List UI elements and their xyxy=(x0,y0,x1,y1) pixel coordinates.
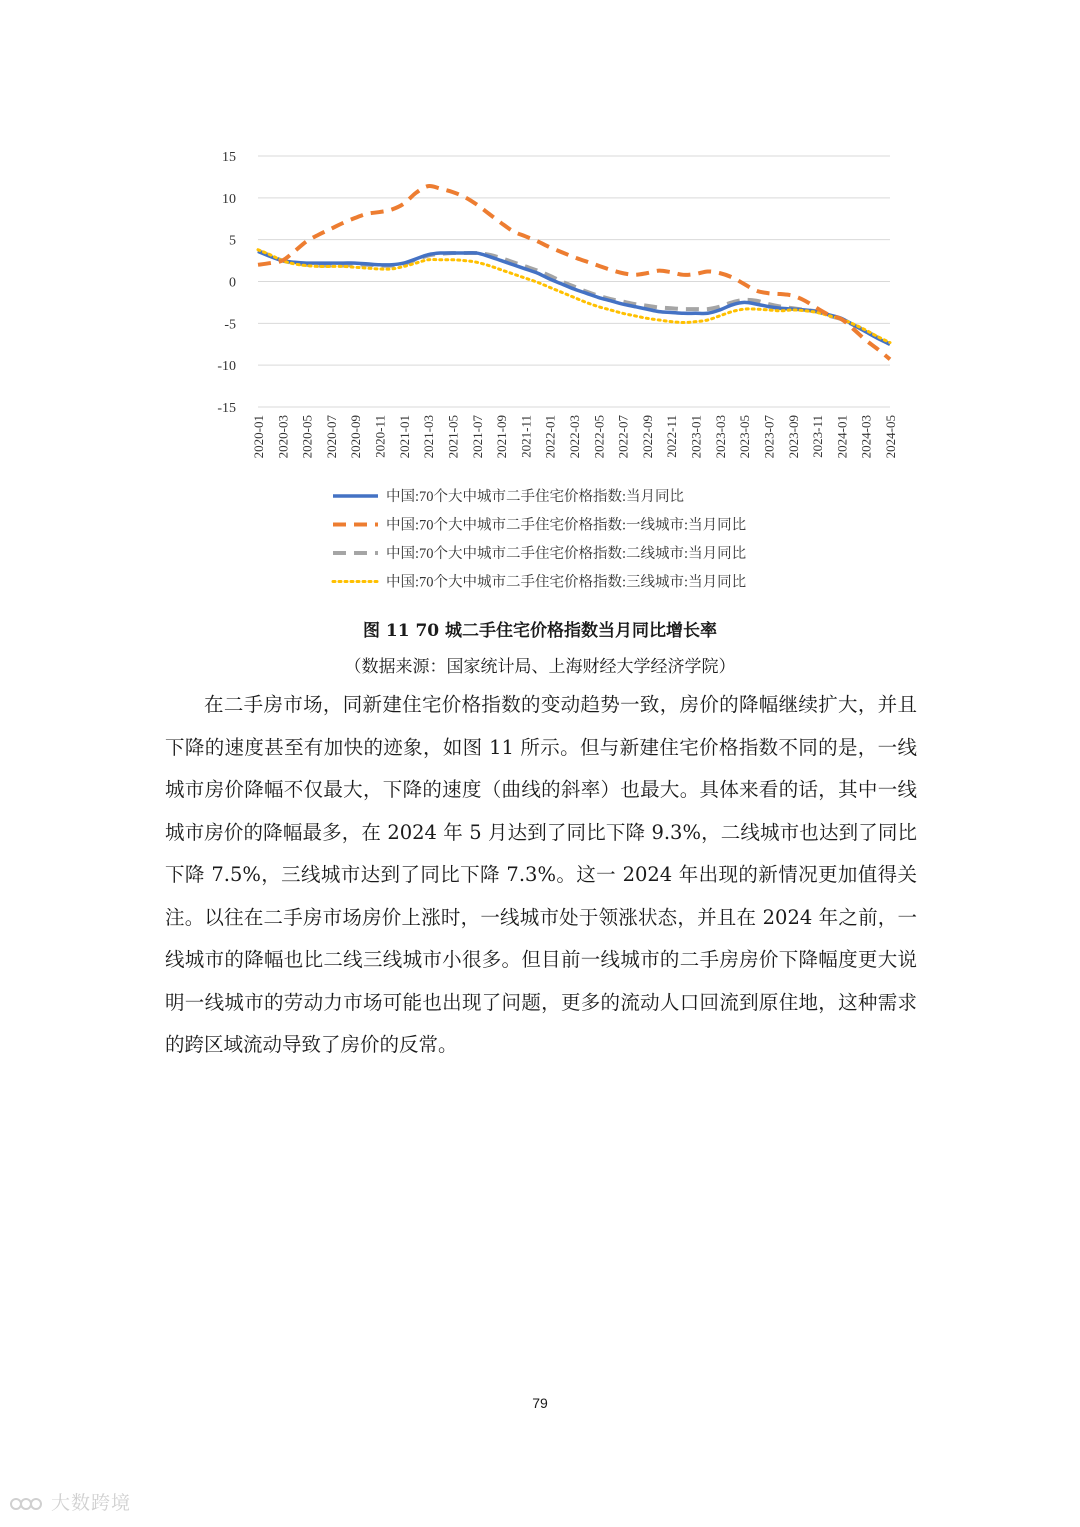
legend-label-3: 中国:70个大中城市二手住宅价格指数:三线城市:当月同比 xyxy=(386,574,747,591)
y-tick-label: 5 xyxy=(229,233,236,249)
x-tick-label: 2023-05 xyxy=(737,415,753,459)
x-tick-label: 2020-11 xyxy=(372,415,388,458)
x-tick-label: 2023-01 xyxy=(688,415,704,459)
x-tick-label: 2023-07 xyxy=(761,415,777,459)
x-tick-label: 2022-11 xyxy=(664,415,680,458)
watermark xyxy=(10,1488,131,1515)
watermark-text: 大数跨境 xyxy=(51,1492,132,1514)
x-tick-label: 2024-05 xyxy=(883,415,898,459)
line-chart xyxy=(0,0,1080,610)
x-tick-label: 2021-11 xyxy=(518,415,534,458)
x-tick-label: 2022-01 xyxy=(542,415,558,459)
figure-title: 图 11 70 城二手住宅价格指数当月同比增长率 xyxy=(362,621,718,641)
x-tick-label: 2023-11 xyxy=(810,415,826,458)
x-tick-label: 2024-03 xyxy=(858,415,874,459)
y-tick-label: -5 xyxy=(224,317,236,333)
x-tick-label: 2022-07 xyxy=(615,415,631,459)
x-tick-label: 2020-07 xyxy=(323,415,339,459)
x-tick-label: 2020-09 xyxy=(348,415,364,459)
x-tick-label: 2022-05 xyxy=(591,415,607,459)
y-tick-label: 10 xyxy=(222,191,236,207)
x-tick-label: 2020-03 xyxy=(275,415,291,459)
x-tick-label: 2020-05 xyxy=(299,415,315,459)
y-tick-label: -15 xyxy=(217,401,236,416)
y-tick-label: -10 xyxy=(217,359,236,375)
legend-label-1: 中国:70个大中城市二手住宅价格指数:一线城市:当月同比 xyxy=(386,517,747,534)
x-tick-label: 2021-09 xyxy=(494,415,510,459)
y-tick-label: 0 xyxy=(229,275,236,291)
legend-label-2: 中国:70个大中城市二手住宅价格指数:二线城市:当月同比 xyxy=(386,546,747,562)
paragraph: 在二手房市场，同新建住宅价格指数的变动趋势一致，房价的降幅继续扩大，并且下降的速度甚至有加快的迹象，如图 11 所示。但与新建住宅价格指数不同的是，一线城市房价降幅不仅最大，下降的速度（曲线的斜率）也最大。具体来看的话，其中一线城市房价的降幅最多，在 2024 年 5 月达到了同比下降 9.3%，二线城市也达到了同比下降 7.5%，三线城市达到了同比下降 7.3%。这一 2024 年出现的新情况更加值得关注。以往在二手房市场房价上涨时，一线城市处于领涨状态，并且在 2024 年之前，一线城市的降幅也比二线三线城市小很多。但目前一线城市的二手房房价下降幅度更大说明一线城市的劳动力市场可能也出现了问题，更多的流动人口回流到原住地，这种需求的跨区域流动导致了房价的反常。 xyxy=(165,693,917,1056)
x-tick-label: 2022-09 xyxy=(639,415,655,459)
x-tick-label: 2023-03 xyxy=(712,415,728,459)
x-tick-label: 2020-01 xyxy=(251,415,266,459)
x-tick-label: 2022-03 xyxy=(567,415,582,459)
x-tick-label: 2021-03 xyxy=(421,415,437,459)
series-line-1 xyxy=(258,186,890,359)
x-tick-label: 2021-05 xyxy=(445,415,461,459)
x-tick-label: 2023-09 xyxy=(785,415,801,459)
body-text xyxy=(165,684,917,1067)
x-tick-label: 2024-01 xyxy=(834,415,850,459)
figure-source: （数据来源：国家统计局、上海财经大学经济学院） xyxy=(344,657,736,677)
legend-label-0: 中国:70个大中城市二手住宅价格指数:当月同比 xyxy=(386,489,685,505)
watermark-logo-icon xyxy=(10,1495,44,1513)
y-tick-label: 15 xyxy=(222,150,236,165)
x-tick-label: 2021-01 xyxy=(396,415,412,459)
x-tick-label: 2021-07 xyxy=(469,415,485,459)
page-number: 79 xyxy=(532,1395,548,1411)
